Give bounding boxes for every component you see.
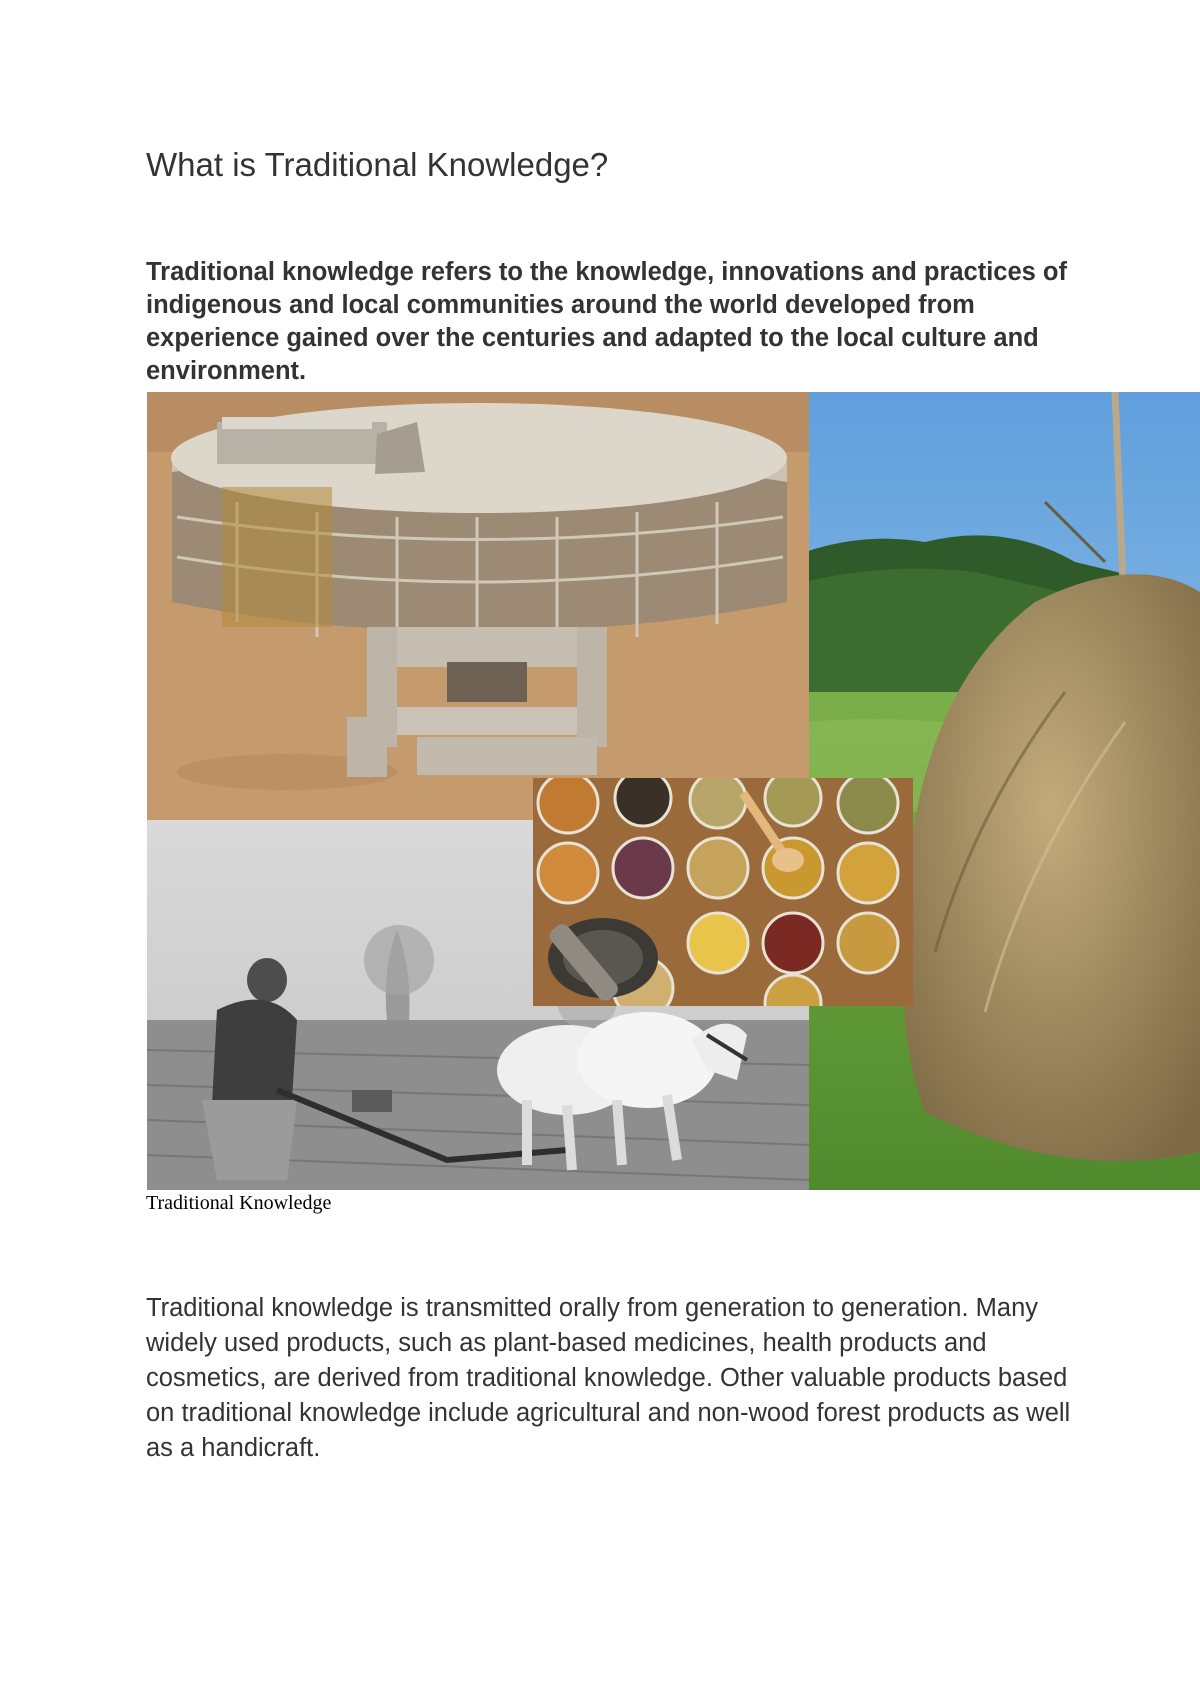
herbs-and-spices-in-bowls-photo xyxy=(533,778,913,1006)
body-paragraph: Traditional knowledge is transmitted orally from generation to generation. Many widely used products, such as plant-based medicines, health products and cosmetics, are derived from traditional knowledge. Other valuable products based on traditional knowledge include agricultural and non-wood forest products as well as a handicraft. xyxy=(146,1294,1071,1462)
page-title: What is Traditional Knowledge? xyxy=(146,146,609,183)
collage-caption: Traditional Knowledge xyxy=(146,1192,332,1214)
circular-stone-water-tank-photo xyxy=(147,392,809,820)
lead-paragraph: Traditional knowledge refers to the knowledge, innovations and practices of indigenous and local communities around the world developed from experience gained over the centuries and adapted to the local culture and environment. xyxy=(146,258,1068,385)
photo-collage xyxy=(147,392,1200,1190)
